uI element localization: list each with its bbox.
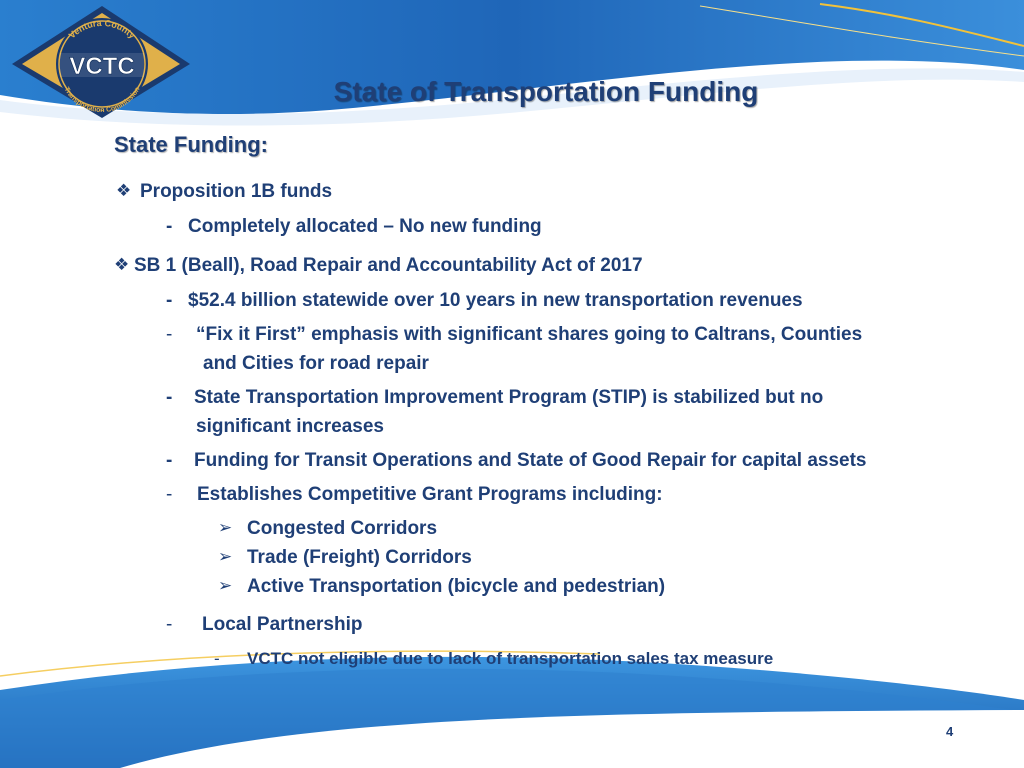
arrow-bullet-icon: ➢ xyxy=(218,576,233,595)
section-heading: State Funding: xyxy=(114,132,268,157)
dash-bullet-icon: - xyxy=(166,290,173,311)
sb1-fix-it-first-line2: and Cities for road repair xyxy=(203,353,429,374)
arrow-bullet-icon: ➢ xyxy=(218,547,233,566)
slide-title: State of Transportation Funding xyxy=(333,76,759,107)
logo-arc-bottom: Transportation Commission xyxy=(62,86,142,115)
sb1-fix-it-first-line1: “Fix it First” emphasis with significant shares going to Caltrans, Counties xyxy=(196,324,863,345)
logo-abbr: VCTC xyxy=(69,53,135,80)
dash-bullet-icon: - xyxy=(166,614,173,635)
dash-bullet-icon: - xyxy=(166,387,173,408)
sb1-heading: SB 1 (Beall), Road Repair and Accountability Act of 2017 xyxy=(134,255,643,276)
sb1-revenue: $52.4 billion statewide over 10 years in new transportation revenues xyxy=(188,290,803,311)
prop1b-detail: Completely allocated – No new funding xyxy=(188,216,542,237)
dash-bullet-icon: - xyxy=(166,450,173,471)
page-number: 4 xyxy=(946,724,954,739)
dash-bullet-icon: - xyxy=(166,484,173,505)
arrow-bullet-icon: ➢ xyxy=(218,518,233,537)
sb1-stip-line1: State Transportation Improvement Program (STIP) is stabilized but no xyxy=(194,387,824,408)
grant-item: Congested Corridors xyxy=(247,518,438,539)
prop1b-heading: Proposition 1B funds xyxy=(140,181,333,202)
diamond-bullet-icon: ❖ xyxy=(114,255,130,274)
sb1-local-note: VCTC not eligible due to lack of transportation sales tax measure xyxy=(247,649,774,668)
sb1-transit: Funding for Transit Operations and State of Good Repair for capital assets xyxy=(194,450,867,471)
sb1-stip-line2: significant increases xyxy=(196,416,384,437)
grant-item: Trade (Freight) Corridors xyxy=(247,547,472,568)
dash-bullet-icon: - xyxy=(214,649,220,668)
dash-bullet-icon: - xyxy=(166,324,173,345)
grant-item: Active Transportation (bicycle and pedestrian) xyxy=(247,576,666,597)
diamond-bullet-icon: ❖ xyxy=(116,181,132,200)
logo-arc-top: Ventura County xyxy=(66,17,138,41)
dash-bullet-icon: - xyxy=(166,216,173,237)
sb1-grants: Establishes Competitive Grant Programs including: xyxy=(197,484,663,505)
sb1-local: Local Partnership xyxy=(202,614,363,635)
